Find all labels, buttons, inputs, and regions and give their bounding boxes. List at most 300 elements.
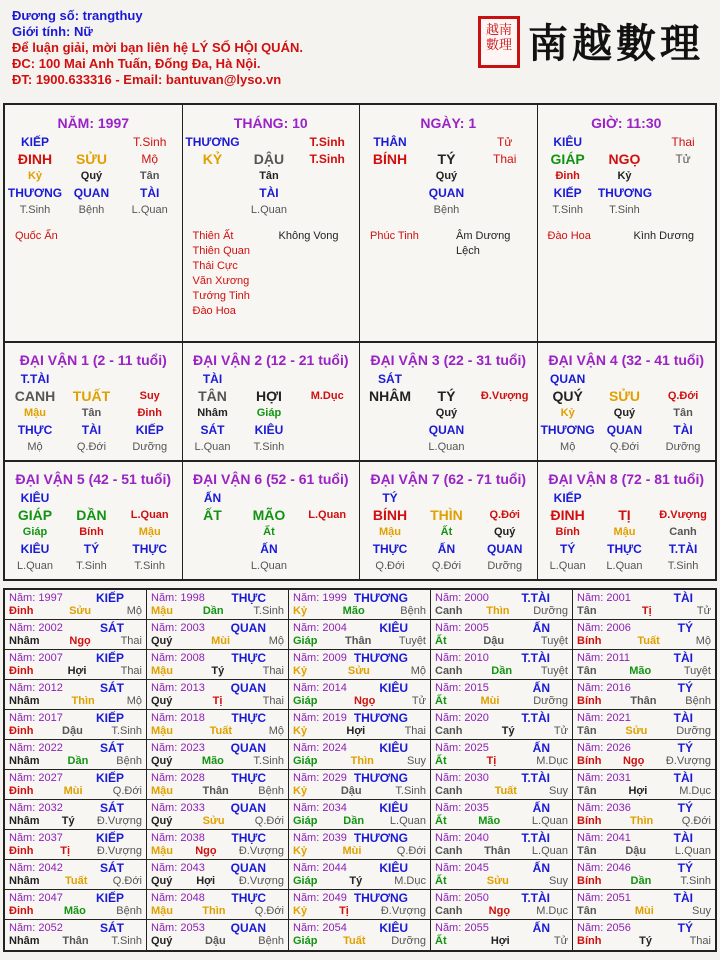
year-cell [573, 710, 715, 739]
year-body [577, 695, 711, 709]
pillar-cell: KIẾP [20, 134, 49, 149]
year-phase: M.Dục [679, 785, 711, 797]
year-label: Năm: 1997 [9, 591, 63, 604]
dai-van-cell: HỢI [255, 387, 282, 404]
year-branch: Thân [62, 935, 89, 947]
year-branch: Ngọ [488, 905, 511, 917]
pillar-cell: Bệnh [78, 203, 105, 216]
year-label: Năm: 2017 [9, 711, 63, 724]
year-label: Năm: 2027 [9, 771, 63, 784]
year-head [9, 681, 142, 695]
pillar-title: THÁNG: 10 [233, 115, 308, 131]
year-branch: Tị [641, 605, 652, 617]
pillar-cell: Tân [259, 169, 279, 182]
year-phase: Q.Đới [396, 845, 426, 857]
year-branch: Tị [60, 845, 71, 857]
year-label: Năm: 2036 [577, 801, 631, 814]
year-star: THƯƠNG [353, 890, 408, 905]
year-branch: Hợi [196, 875, 216, 887]
year-cell [573, 680, 715, 709]
year-stem: Ất [435, 635, 447, 647]
year-stem: Ất [435, 935, 447, 947]
pillar-line [5, 201, 182, 218]
year-cell [147, 680, 289, 709]
year-label: Năm: 2005 [435, 621, 489, 634]
dai-van-line [183, 523, 360, 540]
pillar-line [5, 150, 182, 167]
dai-van-cell: Giáp [22, 525, 48, 538]
year-head [293, 771, 426, 785]
year-stem: Giáp [293, 935, 318, 947]
year-cell [289, 620, 431, 649]
year-stem: Mậu [151, 785, 173, 797]
year-branch: Mùi [211, 635, 231, 647]
year-branch: Tuất [494, 785, 517, 797]
year-phase: Tuyệt [540, 635, 568, 647]
pillar-cell: TÝ [437, 150, 456, 167]
year-branch: Mão [478, 815, 501, 827]
dai-van-line [360, 438, 537, 455]
dai-van-row-2 [5, 462, 715, 579]
dai-van-top [5, 489, 182, 506]
year-body [9, 875, 142, 889]
year-cell [289, 650, 431, 679]
year-stem: Kỷ [293, 725, 308, 737]
year-body [577, 755, 711, 769]
year-star: TÝ [677, 740, 693, 755]
year-head [435, 801, 568, 815]
dai-van-cell: Mậu [24, 406, 46, 419]
dai-van-cell: Suy [139, 389, 160, 402]
year-label: Năm: 2028 [151, 771, 205, 784]
year-star: TÀI [673, 890, 693, 905]
year-branch: Sửu [625, 725, 648, 737]
dai-van-line [538, 387, 716, 404]
year-stem: Mậu [151, 725, 173, 737]
dai-van-top [360, 370, 537, 387]
dai-van-cell: TÝ [437, 387, 456, 404]
year-star: TÝ [677, 860, 693, 875]
year-head [9, 801, 142, 815]
year-phase: Tử [696, 605, 711, 617]
year-phase: L.Quan [389, 815, 426, 827]
stars-right [279, 229, 339, 244]
dai-van-cell: TÝ [560, 541, 576, 556]
year-phase: Tử [553, 725, 568, 737]
year-cell [573, 620, 715, 649]
year-stem: Kỷ [293, 845, 308, 857]
year-row [5, 710, 715, 740]
year-body [435, 695, 568, 709]
year-label: Năm: 2016 [577, 681, 631, 694]
dai-van-cell: ẤN [437, 541, 456, 556]
pillar-line [360, 150, 537, 167]
pillar-cell: Thai [671, 134, 695, 149]
dai-van-line [5, 387, 182, 404]
year-row [5, 650, 715, 680]
logo [478, 8, 710, 76]
year-phase: Tuyệt [683, 665, 711, 677]
year-label: Năm: 2032 [9, 801, 63, 814]
year-body [577, 935, 711, 949]
year-head [293, 831, 426, 845]
year-star: KIÊU [379, 740, 408, 755]
year-phase: Suy [549, 875, 568, 887]
pillar-line [360, 167, 537, 184]
star-item: Tướng Tinh [192, 290, 250, 302]
year-head [151, 711, 284, 725]
year-phase: Q.Đới [112, 785, 142, 797]
year-head [9, 921, 142, 935]
year-stem: Quý [151, 815, 173, 827]
year-star: TÀI [673, 770, 693, 785]
year-stem: Canh [435, 665, 463, 677]
dai-van-line [183, 506, 360, 523]
year-row [5, 830, 715, 860]
year-star: KIẾP [95, 890, 124, 905]
year-branch: Tý [349, 875, 363, 887]
year-label: Năm: 2056 [577, 921, 631, 934]
dai-van-cell: Nhâm [197, 406, 228, 419]
year-body [151, 935, 284, 949]
year-star: SÁT [100, 740, 124, 755]
dai-van-2 [183, 343, 361, 460]
year-branch: Tuất [64, 875, 88, 887]
year-phase: Thai [262, 665, 284, 677]
year-branch: Mão [201, 755, 224, 767]
year-star: THỰC [231, 770, 266, 785]
year-label: Năm: 2001 [577, 591, 631, 604]
year-row [5, 620, 715, 650]
year-star: SÁT [100, 680, 124, 695]
year-body [9, 905, 142, 919]
pillar-cell: QUAN [73, 185, 110, 200]
dai-van-4 [538, 343, 716, 460]
year-label: Năm: 2053 [151, 921, 205, 934]
year-stem: Canh [435, 725, 463, 737]
pillar-cell: Tân [139, 169, 160, 182]
year-body [577, 905, 711, 919]
dai-van-line [183, 438, 360, 455]
year-body [293, 755, 426, 769]
year-branch: Dần [343, 815, 365, 827]
year-star: TÝ [677, 800, 693, 815]
seal-stamp: 越南數理 [478, 16, 520, 68]
star-item: Thiên Quan [192, 245, 250, 257]
pillar-title: GIỜ: 11:30 [591, 115, 662, 131]
dai-van-cell: T.Sinh [134, 559, 165, 572]
year-stem: Đinh [9, 605, 34, 617]
year-phase: Đ.Vượng [665, 755, 711, 767]
year-label: Năm: 2012 [9, 681, 63, 694]
year-star: QUAN [230, 860, 266, 875]
year-phase: Thai [262, 695, 284, 707]
dai-van-1 [5, 343, 183, 460]
year-label: Năm: 2011 [577, 651, 630, 664]
year-branch: Mão [342, 605, 365, 617]
year-body [151, 605, 284, 619]
year-cell [147, 740, 289, 769]
year-cell [289, 770, 431, 799]
star-item: Thái Cực [192, 260, 238, 272]
gender-value: Nữ [73, 24, 93, 39]
year-branch: Dần [630, 875, 652, 887]
year-body [293, 635, 426, 649]
year-head [151, 651, 284, 665]
dai-van-cell: CANH [14, 387, 56, 404]
year-cell [147, 830, 289, 859]
star-item: Âm Dương Lệch [456, 230, 511, 257]
dai-van-cell: L.Quan [549, 559, 586, 572]
year-stem: Bính [577, 935, 602, 947]
year-stem: Canh [435, 785, 463, 797]
dai-van-line [5, 404, 182, 421]
pillar-cell: Tử [497, 134, 513, 149]
year-stem: Quý [151, 635, 173, 647]
year-head [9, 831, 142, 845]
address-line: ĐC: 100 Mai Anh Tuấn, Đống Đa, Hà Nội. [12, 56, 261, 71]
dai-van-top [538, 370, 716, 387]
year-head [577, 711, 711, 725]
star-item: Kình Dương [633, 230, 694, 242]
year-stem: Kỷ [293, 605, 308, 617]
year-head [577, 591, 711, 605]
year-head [577, 651, 711, 665]
year-label: Năm: 2042 [9, 861, 63, 874]
year-cell [289, 680, 431, 709]
year-body [435, 725, 568, 739]
year-body [577, 665, 711, 679]
dai-van-line [360, 506, 537, 523]
year-cell [147, 890, 289, 919]
pillar-line [538, 184, 716, 201]
dai-van-top-star: TÀI [202, 371, 223, 386]
year-cell [431, 650, 573, 679]
year-star: KIÊU [379, 620, 408, 635]
pillar-line [5, 184, 182, 201]
year-head [9, 711, 142, 725]
dai-van-cell: THỰC [132, 541, 168, 556]
year-head [577, 921, 711, 935]
dai-van-title: ĐẠI VẬN 7 (62 - 71 tuổi) [370, 471, 527, 487]
year-cell [5, 860, 147, 889]
dai-van-title: ĐẠI VẬN 5 (42 - 51 tuổi) [15, 471, 172, 487]
year-cell [573, 650, 715, 679]
year-branch: Thân [202, 785, 229, 797]
year-body [435, 875, 568, 889]
dai-van-cell: DẦN [76, 506, 107, 523]
dai-van-top [5, 370, 182, 387]
year-star: QUAN [230, 680, 266, 695]
year-cell [431, 770, 573, 799]
year-star: ẤN [532, 620, 550, 635]
pillar-cell: BÍNH [372, 150, 408, 167]
year-branch: Mùi [342, 845, 362, 857]
year-label: Năm: 2034 [293, 801, 347, 814]
dai-van-top-star: QUAN [550, 371, 586, 386]
star-item: Đào Hoa [192, 305, 236, 317]
pillar-3 [360, 105, 538, 341]
year-phase: Tử [411, 695, 426, 707]
year-phase: Đ.Vượng [380, 905, 426, 917]
year-head [293, 861, 426, 875]
year-label: Năm: 2037 [9, 831, 63, 844]
year-branch: Tý [639, 935, 652, 947]
year-stem: Giáp [293, 875, 318, 887]
year-branch: Dậu [483, 635, 505, 647]
pillar-cell: THƯƠNG [597, 185, 653, 200]
year-body [293, 845, 426, 859]
dai-van-line [360, 523, 537, 540]
year-star: TÀI [673, 710, 693, 725]
pillar-line [5, 133, 182, 150]
year-body [9, 815, 142, 829]
dai-van-cell: Bính [79, 525, 104, 538]
pillar-cell: Bệnh [433, 203, 460, 216]
pillar-cell: L.Quan [250, 203, 288, 216]
year-head [435, 621, 568, 635]
dai-van-top-star: SÁT [378, 371, 402, 386]
pillar-cell: KIÊU [553, 134, 582, 149]
year-stem: Kỷ [293, 665, 308, 677]
star-item: Văn Xương [192, 275, 250, 287]
dai-van-cell: KIẾP [135, 422, 164, 437]
dai-van-line [360, 387, 537, 404]
dai-van-line [5, 438, 182, 455]
dai-van-cell: QUÝ [552, 387, 583, 404]
year-label: Năm: 2033 [151, 801, 205, 814]
dai-van-cell: Mộ [560, 440, 576, 453]
year-head [151, 591, 284, 605]
year-stem: Nhâm [9, 635, 40, 647]
year-star: ẤN [532, 740, 550, 755]
pillar-line [538, 167, 716, 184]
year-cell [573, 890, 715, 919]
year-branch: Mùi [63, 785, 83, 797]
dai-van-3 [360, 343, 538, 460]
year-body [9, 635, 142, 649]
year-cell [431, 620, 573, 649]
star-item: Quốc Ấn [15, 230, 58, 242]
pillar-cell: Kỷ [27, 169, 43, 182]
pillar-cell: TÀI [140, 185, 160, 200]
dai-van-cell: TÝ [83, 541, 100, 556]
year-star: QUAN [230, 740, 266, 755]
year-phase: Bệnh [400, 605, 426, 617]
dai-van-line [5, 523, 182, 540]
year-head [435, 681, 568, 695]
year-branch: Dậu [204, 935, 226, 947]
year-head [577, 771, 711, 785]
year-phase: M.Dục [394, 875, 426, 887]
year-stem: Đinh [9, 725, 34, 737]
year-row [5, 680, 715, 710]
year-phase: Thai [689, 935, 711, 947]
year-star: T.TÀI [521, 770, 550, 785]
year-star: T.TÀI [521, 650, 550, 665]
year-label: Năm: 2051 [577, 891, 631, 904]
dai-van-cell: THỰC [372, 541, 408, 556]
year-phase: Mộ [126, 695, 142, 707]
dai-van-top [183, 370, 360, 387]
year-stem: Nhâm [9, 695, 40, 707]
year-stem: Tân [577, 725, 597, 737]
year-cell [147, 770, 289, 799]
year-star: THƯƠNG [353, 590, 408, 605]
year-stem: Quý [151, 755, 173, 767]
dai-van-cell: Quý [494, 525, 516, 538]
year-cell [5, 800, 147, 829]
year-stem: Tân [577, 905, 597, 917]
year-branch: Hợi [490, 935, 510, 947]
year-phase: Suy [549, 785, 568, 797]
year-body [577, 845, 711, 859]
year-branch: Sửu [69, 605, 92, 617]
year-label: Năm: 2055 [435, 921, 489, 934]
year-branch: Mùi [634, 905, 654, 917]
year-phase: Q.Đới [254, 815, 284, 827]
year-phase: Đ.Vượng [96, 815, 142, 827]
year-star: ẤN [532, 920, 550, 935]
year-label: Năm: 2026 [577, 741, 631, 754]
year-head [151, 861, 284, 875]
dai-van-cell: Ất [440, 525, 453, 538]
dai-van-cell: THỰC [607, 541, 642, 556]
dai-van-cell: T.Sinh [667, 559, 699, 572]
gender-label: Giới tính: [12, 24, 74, 39]
year-label: Năm: 1998 [151, 591, 205, 604]
year-head [577, 891, 711, 905]
year-label: Năm: 2048 [151, 891, 205, 904]
year-body [577, 875, 711, 889]
pillar-cell: THƯƠNG [185, 134, 240, 149]
year-branch: Thân [345, 635, 372, 647]
pillar-cell: T.Sinh [309, 134, 345, 149]
pillar-cell: Quý [435, 169, 458, 182]
year-head [151, 621, 284, 635]
year-label: Năm: 2041 [577, 831, 631, 844]
year-phase: Dưỡng [533, 605, 568, 617]
year-label: Năm: 2052 [9, 921, 63, 934]
year-label: Năm: 2049 [293, 891, 347, 904]
year-star: KIÊU [379, 920, 408, 935]
dai-van-line [183, 404, 360, 421]
year-label: Năm: 2000 [435, 591, 489, 604]
year-star: THỰC [231, 890, 266, 905]
year-phase: Thai [120, 635, 142, 647]
year-stem: Canh [435, 905, 463, 917]
year-body [435, 935, 568, 949]
year-label: Năm: 2039 [293, 831, 347, 844]
phone-email-line[interactable]: ĐT: 1900.633316 - Email: bantuvan@lyso.vn [12, 72, 282, 87]
year-body [293, 815, 426, 829]
year-body [435, 845, 568, 859]
dai-van-5 [5, 462, 183, 579]
year-body [293, 935, 426, 949]
pillar-cell: Quý [80, 169, 103, 182]
year-cell [289, 590, 431, 619]
year-star: TÀI [673, 650, 693, 665]
dai-van-cell: KIÊU [20, 541, 50, 556]
year-cell [289, 860, 431, 889]
year-body [293, 695, 426, 709]
year-body [151, 815, 284, 829]
year-head [151, 681, 284, 695]
year-head [151, 771, 284, 785]
year-stem: Tân [577, 845, 597, 857]
star-item: Không Vong [278, 230, 339, 242]
year-stem: Đinh [9, 665, 34, 677]
